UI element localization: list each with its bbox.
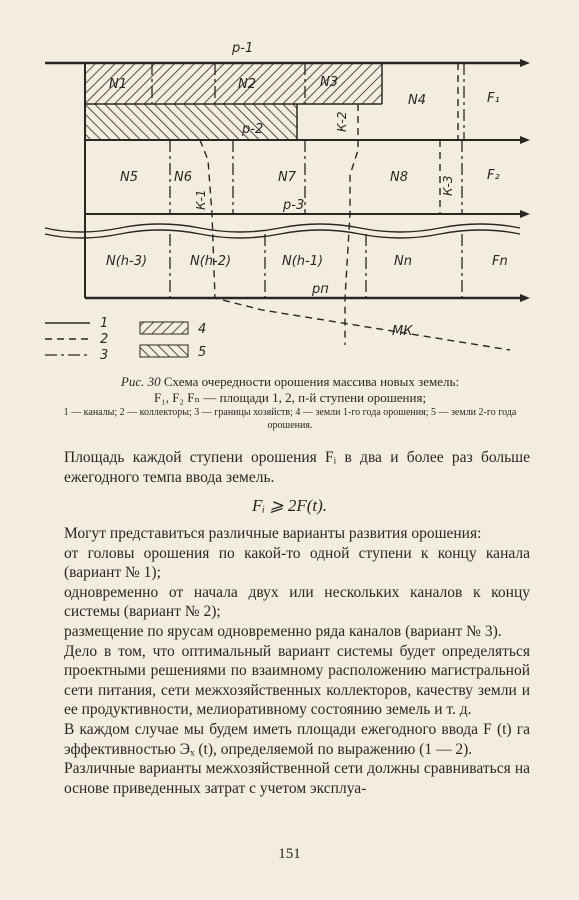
- label-nh2: N(h-2): [190, 254, 232, 269]
- legend-4: 4: [198, 322, 207, 337]
- figure-title: Схема очередности орошения массива новых земель:: [163, 374, 460, 389]
- label-pn: рп: [312, 282, 329, 297]
- label-mk: МК: [392, 324, 413, 339]
- paragraph-3: от головы орошения по какой-то одной ступени к концу канала (вариант № 1);: [64, 544, 530, 582]
- body-paragraphs: [64, 524, 530, 798]
- label-n3: N3: [320, 75, 338, 90]
- paragraph-5: размещение по ярусам одновременно ряда каналов (вариант № 3).: [64, 622, 502, 640]
- label-f1: F₁: [487, 91, 500, 106]
- label-n4: N4: [408, 93, 426, 108]
- paragraph-8: Различные варианты межхозяйственной сети должны сравниваться на основе приведенных затрат с учетом эксплуа-: [64, 760, 530, 797]
- figure-legend-text: 1 — каналы; 2 — коллекторы; 3 — границы хозяйств; 4 — земли 1-го года орошения; 5 — земли 2-го года орошения.: [63, 407, 517, 431]
- legend-2: 2: [100, 332, 109, 347]
- page-number: 151: [278, 846, 301, 862]
- legend-3: 3: [100, 348, 109, 363]
- formula: Fᵢ ⩾ 2F(t).: [252, 496, 327, 515]
- label-p1: р-1: [232, 41, 254, 56]
- label-n2: N2: [238, 77, 256, 92]
- irrigation-scheme-diagram: [0, 0, 579, 370]
- label-nh1: N(h-1): [282, 254, 324, 269]
- figure-label: Рис. 30: [120, 374, 161, 389]
- paragraph-4: одновременно от начала двух или нескольких каналов к концу системы (вариант № 2);: [64, 583, 530, 621]
- legend-1: 1: [100, 316, 109, 331]
- label-n7: N7: [278, 170, 296, 185]
- label-nn: Nn: [394, 254, 412, 269]
- paragraph-2: Могут представиться различные варианты развития орошения:: [64, 525, 482, 542]
- label-p3: р-3: [283, 198, 305, 213]
- label-nh3: N(h-3): [106, 254, 148, 269]
- figure-caption-title: [40, 374, 540, 390]
- figure-caption-subtitle: F₁, F₂ Fₙ — площади 1, 2, п-й ступени орошения;: [153, 390, 427, 405]
- label-n1: N1: [109, 77, 127, 92]
- paragraph-6: Дело в том, что оптимальный вариант системы будет определяться проектными решениями по взаимному расположению магистральной сети питания, сети межхозяйственных коллекторов, качеству земли и ее продуктивности, мелиоративному состоянию земель и т. д.: [64, 642, 530, 719]
- label-k3: К-3: [441, 175, 455, 196]
- paragraph-7: В каждом случае мы будем иметь площади ежегодного ввода F (t) га эффективностью Эₓ (t), определяемой по выражению (1 — 2).: [64, 720, 530, 758]
- diagram-legend: [45, 316, 206, 363]
- label-k1: К-1: [194, 189, 208, 210]
- zone-2nd-year: [85, 104, 297, 139]
- label-p2: р-2: [242, 122, 264, 137]
- label-n5: N5: [120, 170, 138, 185]
- legend-5: 5: [198, 345, 207, 360]
- break-line: [45, 224, 520, 232]
- label-n6: N6: [174, 170, 192, 185]
- label-n8: N8: [390, 170, 408, 185]
- label-fn: Fn: [492, 254, 508, 269]
- label-f2: F₂: [487, 168, 500, 183]
- collector-k1: [200, 140, 510, 350]
- paragraph-1: Площадь каждой ступени орошения Fᵢ в два и более раз больше ежегодного темпа ввода земель.: [64, 449, 530, 486]
- label-k2: К-2: [335, 111, 349, 132]
